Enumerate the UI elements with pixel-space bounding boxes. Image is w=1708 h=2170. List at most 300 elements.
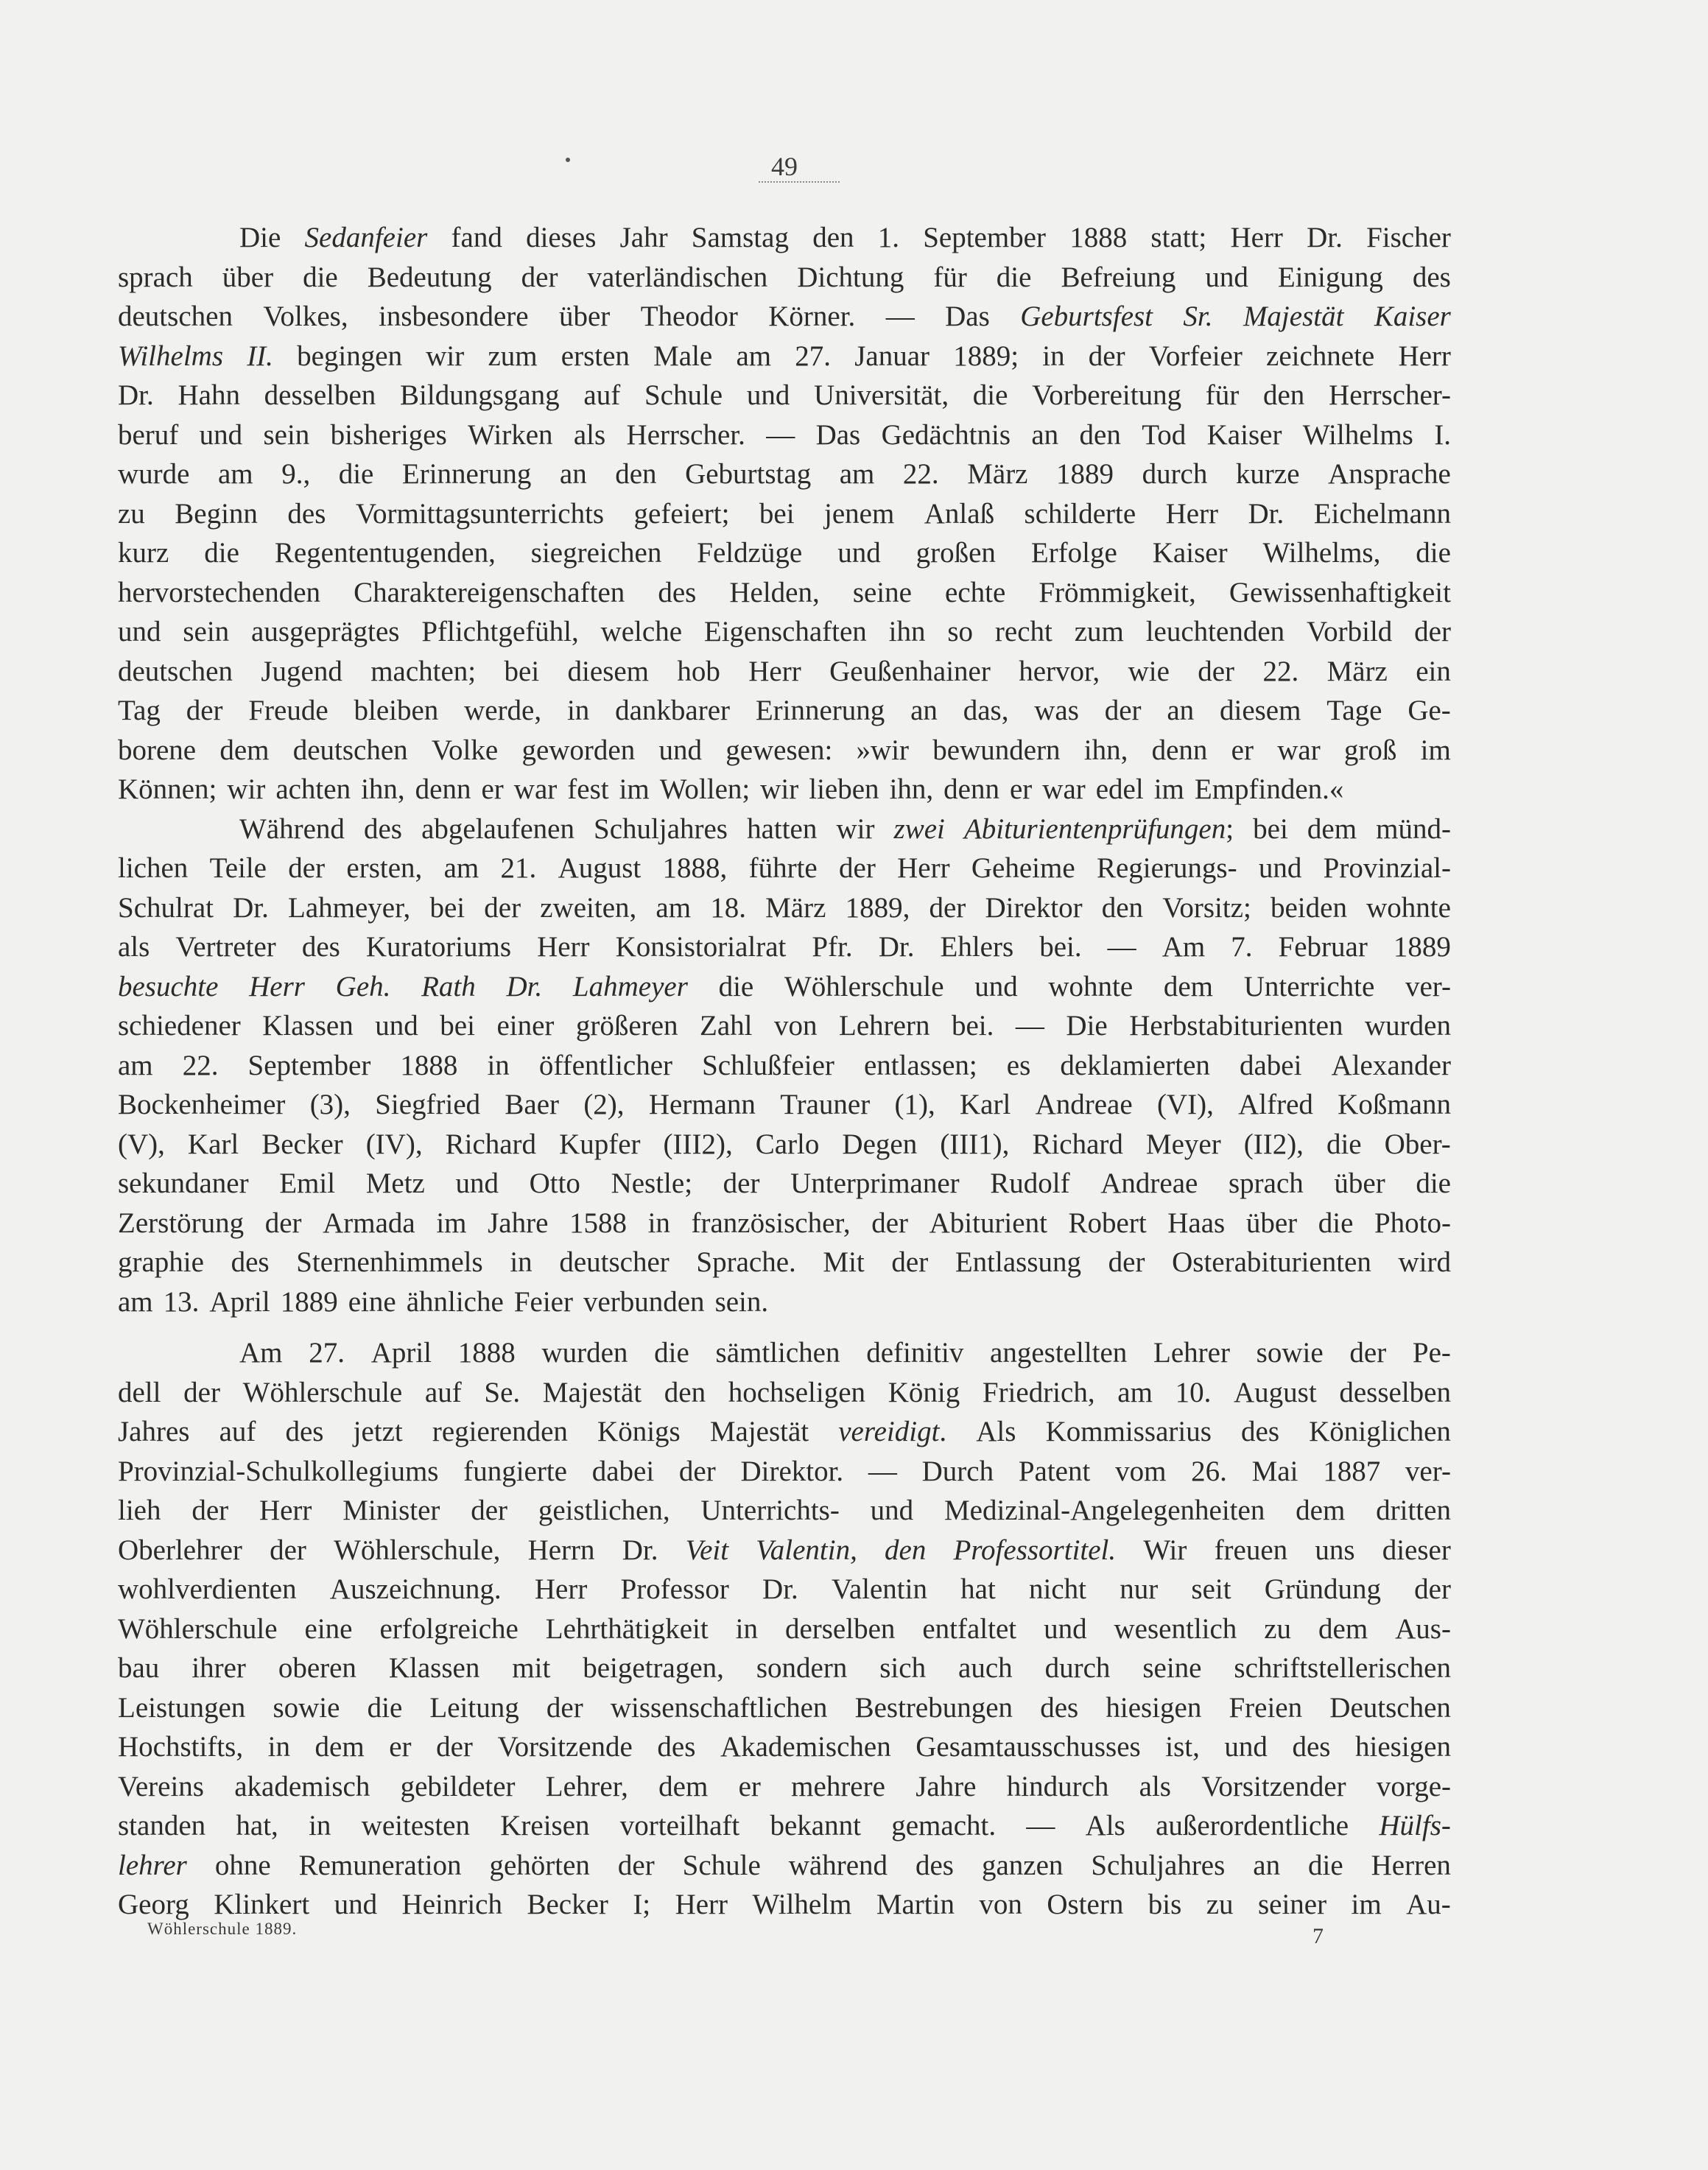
word: Se. (484, 1376, 521, 1408)
word: Metz (365, 1167, 425, 1199)
word: Schuljahres (594, 812, 728, 845)
text-line (118, 297, 1451, 337)
word: und (455, 1167, 499, 1199)
word: und (974, 970, 1018, 1003)
word: dritten (1376, 1495, 1451, 1526)
word: Emil (279, 1167, 336, 1199)
word: 1889 (280, 1285, 338, 1318)
word: Vorsitzende (497, 1731, 633, 1763)
word: (III1), (940, 1128, 1010, 1160)
word: wir (760, 773, 799, 805)
word: zwei (893, 812, 945, 845)
word: 1889 (1393, 931, 1451, 963)
word: ausgeprägtes (251, 616, 400, 647)
text-line (118, 1806, 1451, 1846)
word: den (1263, 379, 1305, 411)
word: erfolgreiche (379, 1612, 519, 1645)
word: die (1416, 537, 1451, 569)
word: (2), (583, 1089, 625, 1120)
word: beruf (118, 418, 179, 451)
word: Bestrebungen (854, 1691, 1013, 1724)
word: Mit (823, 1246, 865, 1278)
word: des (658, 576, 697, 608)
word: am (839, 458, 875, 490)
word: der (929, 891, 966, 924)
word: Ehlers (940, 931, 1014, 963)
word: Vormittagsunterrichts (355, 497, 605, 530)
word: denn (943, 773, 999, 805)
word: uns (1315, 1534, 1355, 1566)
word: nur (1120, 1573, 1159, 1605)
word: dem (1163, 970, 1214, 1003)
word: Bedeutung (367, 261, 492, 293)
word: die (204, 537, 239, 569)
word: 1888 (457, 1337, 516, 1369)
word: Geburtsfest (1020, 301, 1153, 332)
word: hatten (747, 812, 818, 845)
word: Regierungs- (1096, 852, 1237, 884)
word: hervor, (1019, 655, 1100, 687)
word: sein (183, 616, 230, 647)
word: wohlverdienten (118, 1573, 297, 1605)
word: Lahmeyer (572, 970, 688, 1003)
word: lichen (118, 852, 189, 884)
word: bei. (1039, 931, 1082, 963)
word: Schulrat (118, 891, 214, 924)
word: Schule (644, 379, 723, 411)
word: öffentlicher (538, 1049, 673, 1081)
text-line (118, 810, 1451, 849)
word: Herr (259, 1495, 312, 1526)
word: deklamierten (1060, 1049, 1210, 1081)
word: es (1006, 1049, 1031, 1081)
word: und (199, 418, 243, 451)
word: Kommissarius (1045, 1416, 1212, 1447)
word: am (736, 340, 772, 372)
word: vom (1115, 1455, 1167, 1487)
word: in (647, 1207, 670, 1239)
word: Die (1066, 1010, 1108, 1042)
word: abgelaufenen (421, 812, 574, 845)
word: hindurch (1006, 1770, 1109, 1802)
word: siegreichen (530, 537, 662, 569)
word: dem (1318, 1612, 1368, 1645)
word: der (191, 1495, 229, 1526)
word: Medizinal-Angelegenheiten (944, 1495, 1265, 1526)
word: zu (118, 497, 145, 530)
text-line (118, 376, 1451, 415)
word: ist, (1165, 1731, 1200, 1763)
word: Jahres (118, 1416, 190, 1447)
text-line (118, 1282, 1451, 1322)
word: II. (247, 340, 273, 372)
word: Freude (248, 695, 328, 726)
word: nicht (1029, 1573, 1087, 1605)
word: I; (633, 1889, 651, 1920)
word: jetzt (353, 1416, 403, 1447)
word: Herren (1371, 1849, 1451, 1881)
word: der (1108, 1246, 1145, 1278)
word: während (788, 1849, 888, 1881)
word: vorteilhaft (619, 1810, 740, 1841)
word: Wollen; (659, 773, 751, 805)
word: des (657, 1731, 696, 1763)
word: Einigung (1277, 261, 1383, 293)
page-number: 49 (771, 152, 798, 181)
word: größeren (575, 1010, 678, 1042)
word: Professor (620, 1573, 729, 1605)
word: 1888, (662, 852, 728, 884)
word: Lehrthätigkeit (545, 1612, 709, 1645)
text-line (118, 1727, 1451, 1767)
word: Meyer (1145, 1128, 1221, 1160)
word: bau (118, 1652, 160, 1684)
word: Durch (921, 1455, 994, 1487)
word: oberen (278, 1652, 356, 1684)
word: dieses (526, 222, 597, 253)
word: wurde (118, 458, 190, 490)
word: dem (1296, 1495, 1346, 1526)
word: fest (567, 773, 609, 805)
word: Tag (118, 695, 161, 726)
text-line (118, 1648, 1451, 1688)
word: sekundaner (118, 1167, 249, 1199)
word: an (559, 458, 587, 490)
word: hat (960, 1573, 996, 1605)
word: Kaiser (1152, 537, 1228, 569)
word: denn (415, 773, 471, 805)
word: Wir (1143, 1534, 1187, 1566)
word: des (285, 1416, 324, 1447)
word: und (837, 537, 881, 569)
word: Charaktereigenschaften (354, 576, 625, 608)
text-line (118, 454, 1451, 494)
word: Volkes, (263, 301, 348, 332)
word: edel (1095, 773, 1144, 805)
word: hat, (236, 1810, 278, 1841)
word: des (915, 1849, 954, 1881)
word: hob (677, 655, 720, 687)
word: Königs (597, 1416, 681, 1447)
word: Jahr (619, 222, 668, 253)
word: Vorbild (1307, 616, 1393, 647)
word: des (364, 812, 402, 845)
word: beigetragen, (583, 1652, 724, 1684)
word: Valentin (832, 1573, 927, 1605)
word: er (738, 1770, 761, 1802)
word: borene (118, 734, 197, 766)
word: im (1351, 1889, 1382, 1920)
word: gewesen: (725, 734, 833, 766)
word: bekannt (770, 1810, 861, 1841)
word: durch (1044, 1652, 1111, 1684)
word: Dr. (233, 891, 269, 924)
word: über (1334, 1167, 1385, 1199)
word: und (1044, 1612, 1087, 1645)
word: Robert (1068, 1207, 1147, 1239)
word: sowie (273, 1691, 340, 1724)
word: — (1107, 931, 1136, 963)
word: Wilhelm (752, 1889, 852, 1920)
word: Abiturientenprüfungen; (963, 812, 1234, 845)
word: Teile (209, 852, 267, 884)
word: Georg (118, 1889, 189, 1920)
word: in (1042, 340, 1065, 372)
word: auf (424, 1376, 462, 1408)
text-line (118, 1204, 1451, 1243)
word: zweiten, (540, 891, 637, 924)
word: desselben (1339, 1376, 1451, 1408)
word: der (891, 1246, 929, 1278)
word: 1888 (400, 1049, 458, 1081)
word: sein. (714, 1285, 769, 1318)
word: als (1139, 1770, 1171, 1802)
word: Nestle; (611, 1167, 693, 1199)
text-line (118, 927, 1451, 967)
word: Helden, (729, 576, 820, 608)
word: (V), (118, 1128, 165, 1160)
word: lieh (118, 1495, 161, 1526)
word: 26. (1191, 1455, 1227, 1487)
word: am (118, 1285, 153, 1318)
word: zu (1264, 1612, 1292, 1645)
word: regierenden (432, 1416, 568, 1447)
word: Becker (261, 1128, 343, 1160)
word: Erfolge (1030, 537, 1117, 569)
word: Andreae (1100, 1167, 1198, 1199)
word: wird (1398, 1246, 1451, 1278)
text-line (118, 1006, 1451, 1046)
word: Vertreter (175, 931, 276, 963)
word: des (301, 931, 340, 963)
text-line (118, 770, 1451, 810)
word: Während (239, 812, 345, 845)
word: recht (994, 616, 1052, 647)
word: den (1101, 891, 1144, 924)
word: Kuratoriums (365, 931, 512, 963)
text-line (118, 337, 1451, 376)
word: am (443, 852, 479, 884)
word: welche (600, 616, 683, 647)
word: der (617, 1849, 655, 1881)
word: die (338, 458, 374, 490)
word: Photo- (1374, 1207, 1451, 1239)
word: sämtlichen (715, 1337, 840, 1369)
word: Direktor. (740, 1455, 844, 1487)
word: an (1253, 1849, 1281, 1881)
page-mark (566, 158, 570, 162)
word: Beginn (175, 497, 258, 530)
word: französischer, (691, 1207, 851, 1239)
word: bleiben (354, 695, 439, 726)
word: Andreae (1035, 1089, 1133, 1120)
word: Pflichtgefühl, (421, 616, 579, 647)
word: (III2), (663, 1128, 733, 1160)
word: wissenschaftlichen (610, 1691, 828, 1724)
text-line (118, 1373, 1451, 1413)
word: (3), (309, 1089, 351, 1120)
word: bei. (951, 1010, 994, 1042)
page-number-rule (759, 181, 840, 183)
word: ähnliche (406, 1285, 504, 1318)
word: Herr (1165, 497, 1219, 530)
word: auf (219, 1416, 256, 1447)
word: 1889, (845, 891, 910, 924)
word: in (309, 1810, 331, 1841)
word: den (615, 458, 657, 490)
word: am (1117, 1376, 1153, 1408)
word: er (1231, 734, 1254, 766)
word: ver- (1405, 970, 1451, 1003)
word: in (267, 1731, 290, 1763)
word: gehörten (489, 1849, 590, 1881)
word: Otto (529, 1167, 580, 1199)
word: der (1414, 616, 1451, 647)
word: im (619, 773, 650, 805)
word: Provinzial- (1323, 852, 1451, 884)
word: besuchte (118, 970, 219, 1003)
word: Dr. (1307, 222, 1343, 253)
word: ihn (888, 616, 926, 647)
word: sondern (756, 1652, 848, 1684)
word: Dichtung (797, 261, 904, 293)
word: dieser (1382, 1534, 1451, 1566)
word: verbunden (583, 1285, 705, 1318)
word: statt; (1150, 222, 1207, 253)
word: Schule (682, 1849, 761, 1881)
word: Male (653, 340, 713, 372)
word: großen (915, 537, 996, 569)
word: kurz (118, 537, 169, 569)
word: Feier (513, 1285, 573, 1318)
word: der (264, 1207, 302, 1239)
text-line (118, 494, 1451, 534)
word: Unterprimaner (790, 1167, 960, 1199)
word: der (678, 1455, 716, 1487)
word: diesem (567, 655, 650, 687)
word: wir (227, 773, 266, 805)
word: Dr. (1248, 497, 1284, 530)
word: und (1205, 261, 1248, 293)
word: das, (963, 695, 1009, 726)
word: Klassen (262, 1010, 354, 1042)
text-line (118, 691, 1451, 731)
word: er (481, 773, 504, 805)
word: hiesigen (1106, 1691, 1202, 1724)
word: des (231, 1246, 270, 1278)
word: über (559, 301, 611, 332)
text-line (118, 652, 1451, 692)
word: ihn, (1083, 734, 1128, 766)
text-line (118, 1333, 1451, 1373)
word: Befreiung (1061, 261, 1176, 293)
text-line (118, 1243, 1451, 1282)
word: Armada (323, 1207, 415, 1239)
word: machten; (370, 655, 477, 687)
word: Kaiser (1374, 301, 1451, 332)
word: Jahre (915, 1770, 977, 1802)
word: Vorsitzender (1201, 1770, 1346, 1802)
word: Eigenschaften (703, 616, 867, 647)
word: des (1412, 261, 1451, 293)
word: März (765, 891, 826, 924)
word: vorge- (1376, 1770, 1451, 1802)
word: vaterländischen (587, 261, 768, 293)
word: Regententugenden, (274, 537, 496, 569)
word: Jahre (488, 1207, 549, 1239)
word: Lehrern (839, 1010, 930, 1042)
word: Baer (505, 1089, 560, 1120)
word: ersten, (346, 852, 423, 884)
word: März (967, 458, 1028, 490)
word: Gedächtnis (881, 418, 1011, 451)
word: die (303, 261, 338, 293)
word: begingen (297, 340, 403, 372)
word: zum (488, 340, 538, 372)
word: (VI), (1156, 1089, 1214, 1120)
text-line (118, 1688, 1451, 1728)
word: diesem (1219, 695, 1301, 726)
word: führte (748, 852, 818, 884)
word: dabei (591, 1455, 655, 1487)
word: Ober- (1384, 1128, 1451, 1160)
word: 9., (281, 458, 311, 490)
word: die (654, 1337, 689, 1369)
word: außerordentliche (1156, 1810, 1349, 1841)
word: Aus- (1395, 1612, 1451, 1645)
word: eine (348, 1285, 396, 1318)
word: Dr. (118, 379, 154, 411)
word: er (1009, 773, 1033, 805)
word: Tod (1142, 418, 1187, 451)
word: dem (314, 1731, 365, 1763)
word: (IV), (365, 1128, 423, 1160)
word: Vorfeier (1148, 340, 1243, 372)
word: beiden (1270, 891, 1347, 924)
word: Wöhlerschule (242, 1376, 403, 1408)
word: angestellten (990, 1337, 1128, 1369)
word: wie (1128, 655, 1170, 687)
word: Tage (1326, 695, 1382, 726)
text-line (118, 1570, 1451, 1609)
word: eine (304, 1612, 353, 1645)
word: Dr. (506, 970, 543, 1003)
word: hochseligen (728, 1376, 866, 1408)
word: — (1026, 1810, 1055, 1841)
text-line (118, 731, 1451, 770)
word: 18. (710, 891, 746, 924)
word: leuchtenden (1145, 616, 1285, 647)
word: Mai (1251, 1455, 1298, 1487)
word: Körner. (768, 301, 856, 332)
word: insbesondere (378, 301, 529, 332)
word: am (118, 1049, 153, 1081)
word: bis (1148, 1889, 1182, 1920)
word: Majestät (542, 1376, 642, 1408)
word: — (766, 418, 795, 451)
word: der (1088, 340, 1125, 372)
word: der (183, 1376, 220, 1408)
word: bewundern (932, 734, 1061, 766)
word: Hochstifts, (118, 1731, 244, 1763)
word: Martin (876, 1889, 955, 1920)
word: Wöhlerschule, (334, 1534, 501, 1566)
word: Frömmigkeit, (1038, 576, 1196, 608)
word: als (573, 418, 606, 451)
word: ihn, (889, 773, 934, 805)
word: ganzen (981, 1849, 1064, 1881)
word: ihrer (191, 1652, 246, 1684)
